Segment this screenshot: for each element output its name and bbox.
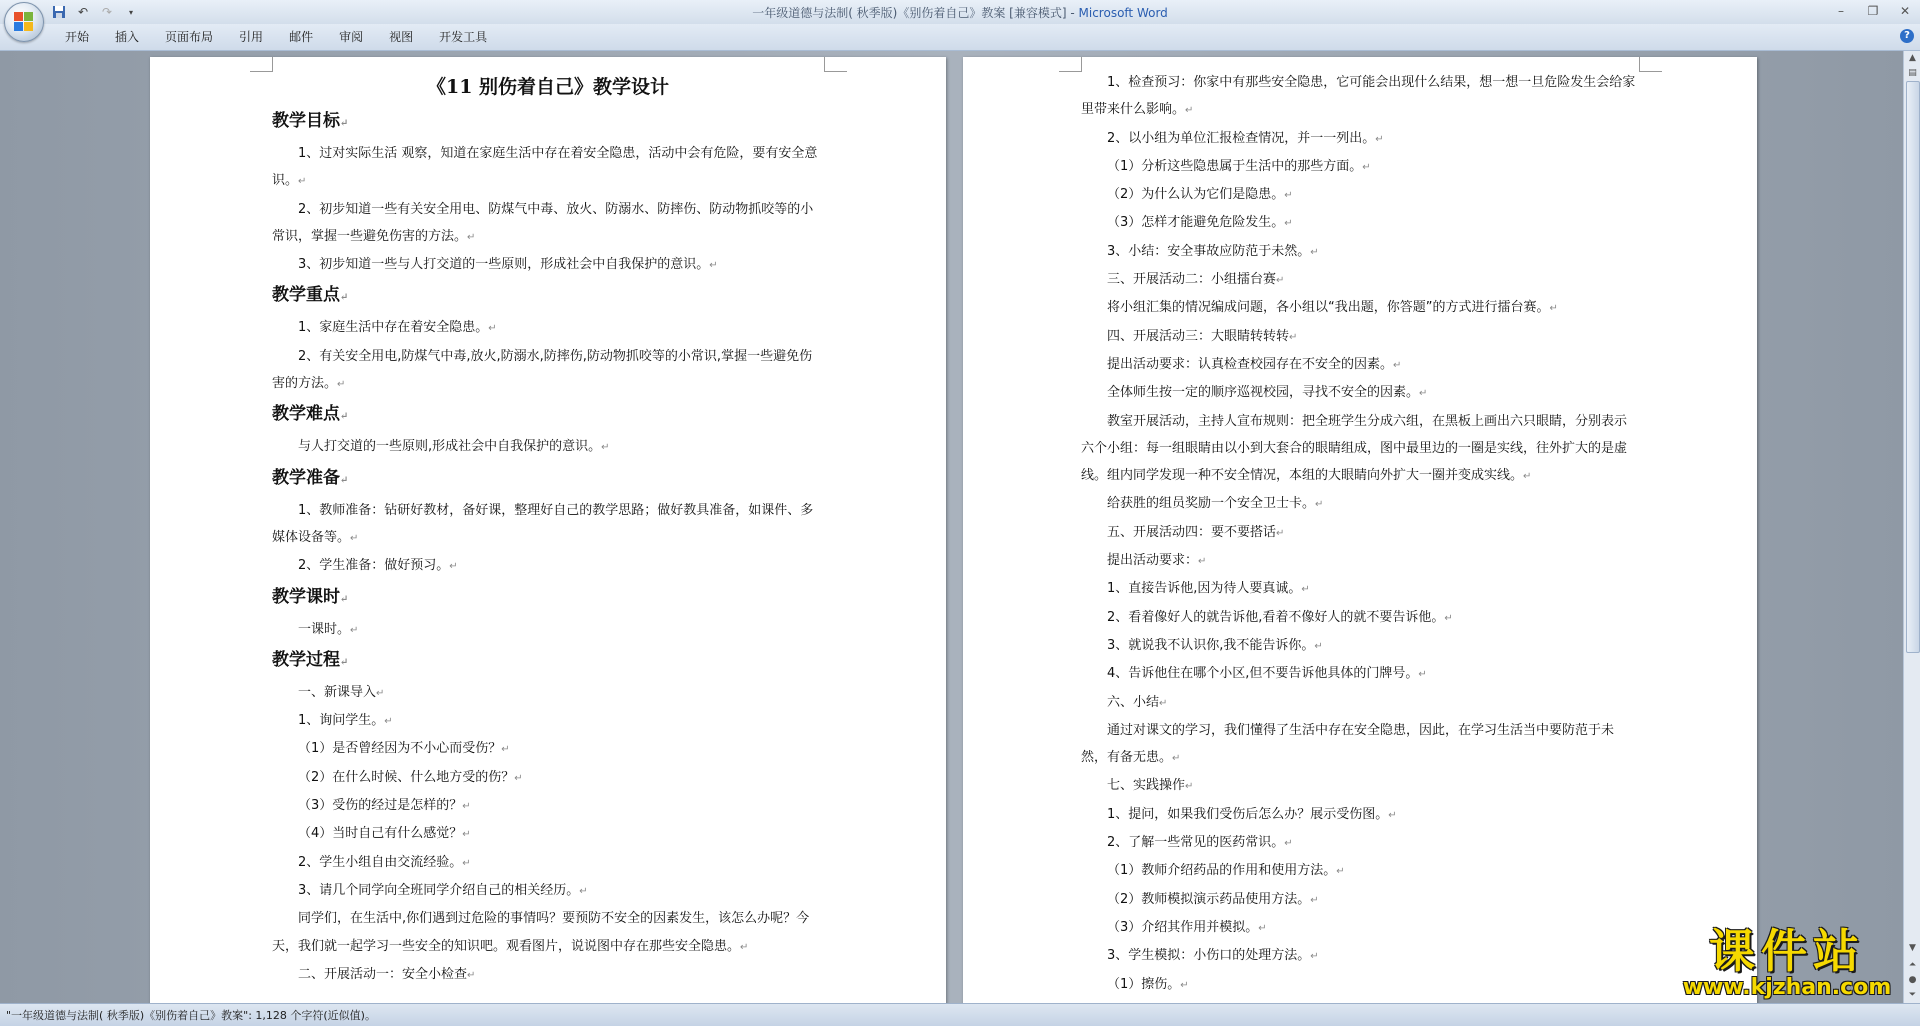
paragraph-text: 1、直接告诉他,因为待人要真诚。 bbox=[1107, 581, 1302, 597]
tab-developer[interactable]: 开发工具 bbox=[439, 30, 488, 44]
undo-icon[interactable]: ↶ bbox=[77, 5, 89, 19]
paragraph bbox=[1081, 604, 1639, 632]
paragraph-text: 五、开展活动四：要不要搭话 bbox=[1107, 524, 1277, 540]
tab-references[interactable]: 引用 bbox=[239, 30, 264, 44]
office-logo-icon bbox=[14, 12, 34, 32]
paragraph-text: 七、实践操作 bbox=[1107, 778, 1186, 794]
paragraph bbox=[1081, 379, 1639, 407]
redo-icon[interactable]: ↷ bbox=[101, 5, 113, 19]
paragraph bbox=[1081, 547, 1639, 575]
paragraph-text: 通过对课文的学习，我们懂得了生活中存在安全隐患，因此，在学习生活当中要防范于未然，有备无患。 bbox=[1081, 722, 1615, 766]
page-2-paragraphs bbox=[1081, 69, 1639, 999]
paragraph-mark-icon: ↵ bbox=[340, 474, 349, 486]
paragraph-text: 3、就说我不认识你,我不能告诉你。 bbox=[1107, 637, 1315, 653]
paragraph-mark-icon: ↵ bbox=[1258, 922, 1267, 934]
paragraph-text: （2）在什么时候、什么地方受的伤？ bbox=[298, 769, 515, 785]
paragraph bbox=[1081, 238, 1639, 266]
paragraph-mark-icon: ↵ bbox=[340, 656, 349, 668]
tab-insert[interactable]: 插入 bbox=[115, 30, 140, 44]
paragraph-mark-icon: ↵ bbox=[1284, 190, 1293, 202]
paragraph bbox=[272, 196, 824, 252]
paragraph-text: 全体师生按一定的顺序巡视校园，寻找不安全的因素。 bbox=[1107, 385, 1420, 401]
paragraph bbox=[1081, 689, 1639, 717]
paragraph bbox=[272, 497, 824, 553]
paragraph-mark-icon: ↵ bbox=[1284, 218, 1293, 230]
paragraph-mark-icon: ↵ bbox=[350, 624, 359, 636]
paragraph bbox=[272, 849, 824, 877]
paragraph-text: 2、学生小组自由交流经验。 bbox=[298, 854, 463, 870]
paragraph-mark-icon: ↵ bbox=[340, 593, 349, 605]
paragraph-mark-icon: ↵ bbox=[579, 885, 588, 897]
paragraph-text: 给获胜的组员奖励一个安全卫士卡。 bbox=[1107, 496, 1316, 512]
paragraph-mark-icon: ↵ bbox=[1388, 809, 1397, 821]
tab-review[interactable]: 审阅 bbox=[339, 30, 364, 44]
close-icon[interactable]: ✕ bbox=[1899, 4, 1911, 18]
paragraph-text: 与人打交道的一些原则,形成社会中自我保护的意识。 bbox=[298, 439, 602, 455]
paragraph-text: 提出活动要求： bbox=[1107, 553, 1199, 569]
paragraph-mark-icon: ↵ bbox=[1310, 951, 1319, 963]
tab-home[interactable]: 开始 bbox=[65, 30, 90, 44]
paragraph-mark-icon: ↵ bbox=[298, 176, 307, 188]
scroll-down-icon[interactable]: ▼ bbox=[1909, 943, 1916, 953]
paragraph-mark-icon: ↵ bbox=[462, 857, 471, 869]
paragraph-mark-icon: ↵ bbox=[1159, 697, 1168, 709]
paragraph bbox=[1081, 266, 1639, 294]
paragraph-mark-icon: ↵ bbox=[1315, 499, 1324, 511]
paragraph-text: 3、初步知道一些与人打交道的一些原则，形成社会中自我保护的意识。 bbox=[298, 257, 710, 273]
paragraph-mark-icon: ↵ bbox=[462, 829, 471, 841]
watermark-name: 课件站 bbox=[1709, 924, 1865, 978]
scroll-up-icon[interactable]: ▲ bbox=[1909, 53, 1916, 63]
status-bar bbox=[0, 1003, 1920, 1026]
paragraph-text: 1、检查预习：你家中有那些安全隐患，它可能会出现什么结果，想一想一旦危险发生会给家里带来什么影响。 bbox=[1081, 75, 1636, 118]
paragraph-mark-icon: ↵ bbox=[350, 532, 359, 544]
paragraph-mark-icon: ↵ bbox=[514, 772, 523, 784]
help-icon[interactable]: ? bbox=[1900, 29, 1914, 43]
paragraph-text: 1、教师准备：钻研好教材，备好课，整理好自己的教学思路；做好教具准备，如课件、多媒体设备等。 bbox=[272, 502, 814, 545]
ribbon-tabs bbox=[0, 24, 1920, 51]
paragraph bbox=[1081, 575, 1639, 603]
section-heading bbox=[272, 398, 824, 433]
page-1-paragraphs bbox=[272, 105, 824, 989]
page-2-content bbox=[1081, 69, 1639, 999]
paragraph-mark-icon: ↵ bbox=[1419, 388, 1428, 400]
paragraph-mark-icon: ↵ bbox=[1310, 894, 1319, 906]
paragraph-text: 1、过对实际生活 观察，知道在家庭生活中存在着安全隐患，活动中会有危险，要有安全意识。 bbox=[272, 146, 818, 189]
next-page-icon[interactable]: ⏷ bbox=[1908, 990, 1917, 1000]
paragraph-mark-icon: ↵ bbox=[709, 260, 718, 272]
paragraph-text: 一、新课导入 bbox=[298, 684, 377, 700]
paragraph-mark-icon: ↵ bbox=[340, 411, 349, 423]
paragraph-mark-icon: ↵ bbox=[467, 969, 476, 981]
paragraph-mark-icon: ↵ bbox=[449, 561, 458, 573]
window-title bbox=[0, 4, 1920, 21]
section-heading bbox=[272, 644, 824, 679]
paragraph bbox=[272, 905, 824, 961]
paragraph-mark-icon: ↵ bbox=[462, 801, 471, 813]
paragraph-mark-icon: ↵ bbox=[1336, 866, 1345, 878]
margin-corner-mark bbox=[1059, 57, 1082, 72]
paragraph bbox=[1081, 632, 1639, 660]
paragraph-text: 二、开展活动一：安全小检查 bbox=[298, 966, 468, 982]
paragraph-mark-icon: ↵ bbox=[1301, 584, 1310, 596]
watermark-logo bbox=[1672, 925, 1902, 1003]
maximize-icon[interactable]: ❐ bbox=[1867, 4, 1879, 18]
select-browse-object-icon[interactable]: ● bbox=[1908, 975, 1917, 985]
paragraph-mark-icon: ↵ bbox=[1523, 471, 1532, 483]
paragraph-text: 教学课时 bbox=[272, 586, 340, 607]
paragraph bbox=[1081, 408, 1639, 491]
paragraph bbox=[1081, 772, 1639, 800]
paragraph-text: （3）受伤的经过是怎样的？ bbox=[298, 798, 463, 814]
paragraph-text: 2、了解一些常见的医药常识。 bbox=[1107, 835, 1285, 851]
paragraph bbox=[1081, 829, 1639, 857]
paragraph bbox=[272, 820, 824, 848]
paragraph bbox=[1081, 801, 1639, 829]
tab-mailings[interactable]: 邮件 bbox=[289, 30, 314, 44]
paragraph-text: 3、学生模拟：小伤口的处理方法。 bbox=[1107, 948, 1311, 964]
margin-corner-mark bbox=[250, 57, 273, 72]
paragraph-text: 1、家庭生活中存在着安全隐患。 bbox=[298, 320, 489, 336]
tab-page-layout[interactable]: 页面布局 bbox=[165, 30, 214, 44]
margin-corner-mark bbox=[824, 57, 847, 72]
section-heading bbox=[272, 462, 824, 497]
document-title: 《11 别伤着自己》教学设计 bbox=[426, 76, 670, 98]
paragraph bbox=[1081, 971, 1639, 999]
paragraph-mark-icon: ↵ bbox=[1310, 246, 1319, 258]
paragraph bbox=[272, 679, 824, 707]
paragraph-text: （2）教师模拟演示药品使用方法。 bbox=[1107, 891, 1311, 907]
paragraph-text: （3）怎样才能避免危险发生。 bbox=[1107, 215, 1285, 231]
tab-view[interactable]: 视图 bbox=[389, 30, 414, 44]
paragraph bbox=[1081, 153, 1639, 181]
paragraph bbox=[272, 343, 824, 399]
paragraph-text: （3）介绍其作用并模拟。 bbox=[1107, 919, 1259, 935]
watermark-url: www.kjzhan.com bbox=[1682, 975, 1892, 1000]
paragraph-mark-icon: ↵ bbox=[488, 323, 497, 335]
paragraph-mark-icon: ↵ bbox=[384, 716, 393, 728]
margin-corner-mark bbox=[1639, 57, 1662, 72]
status-word-count[interactable]: "一年级道德与法制( 秋季版)《别伤着自己》教案": 1,128 个字符(近似值)。 bbox=[6, 1009, 376, 1022]
paragraph-mark-icon: ↵ bbox=[740, 941, 749, 953]
paragraph-text: 教学过程 bbox=[272, 649, 340, 670]
paragraph bbox=[1081, 519, 1639, 547]
paragraph-text: 教学重点 bbox=[272, 285, 340, 306]
paragraph-mark-icon: ↵ bbox=[376, 687, 385, 699]
paragraph-text: 教室开展活动，主持人宣布规则：把全班学生分成六组，在黑板上画出六只眼睛，分别表示六个小组：每一组眼睛由以小到大套合的眼睛组成，图中最里边的一圈是实线，往外扩大的是虚线。组内同学发现一种不安全情况，本组的大眼睛向外扩大一圈并变成实线。 bbox=[1081, 413, 1628, 484]
paragraph-mark-icon: ↵ bbox=[1185, 105, 1194, 117]
paragraph-text: 提出活动要求：认真检查校园存在不安全的因素。 bbox=[1107, 356, 1394, 372]
paragraph bbox=[272, 735, 824, 763]
paragraph bbox=[272, 251, 824, 279]
paragraph bbox=[1081, 717, 1639, 773]
paragraph-mark-icon: ↵ bbox=[601, 442, 610, 454]
paragraph bbox=[1081, 490, 1639, 518]
minimize-icon[interactable]: – bbox=[1838, 4, 1844, 18]
section-heading bbox=[272, 105, 824, 140]
paragraph bbox=[272, 616, 824, 644]
paragraph-text: （1）分析这些隐患属于生活中的那些方面。 bbox=[1107, 158, 1363, 174]
paragraph-mark-icon: ↵ bbox=[1276, 275, 1285, 287]
paragraph-text: 将小组汇集的情况编成问题，各小组以“我出题，你答题”的方式进行擂台赛。 bbox=[1107, 300, 1550, 316]
section-heading bbox=[272, 279, 824, 314]
title-bar bbox=[0, 0, 1920, 24]
previous-page-icon[interactable]: ⏶ bbox=[1908, 960, 1917, 970]
paragraph-mark-icon: ↵ bbox=[340, 118, 349, 129]
customize-qat-icon[interactable]: ▾ bbox=[128, 7, 133, 17]
paragraph-text: 1、提问，如果我们受伤后怎么办？展示受伤图。 bbox=[1107, 806, 1389, 822]
section-heading bbox=[272, 581, 824, 616]
paragraph bbox=[1081, 209, 1639, 237]
paragraph-mark-icon: ↵ bbox=[1172, 753, 1181, 765]
document-workspace bbox=[0, 51, 1903, 1003]
paragraph bbox=[272, 961, 824, 989]
paragraph-mark-icon: ↵ bbox=[1185, 781, 1194, 793]
paragraph-mark-icon: ↵ bbox=[1549, 303, 1558, 315]
paragraph-text: 2、以小组为单位汇报检查情况，并一一列出。 bbox=[1107, 130, 1376, 146]
paragraph-text: （1）是否曾经因为不小心而受伤？ bbox=[298, 741, 502, 757]
paragraph bbox=[1081, 942, 1639, 970]
paragraph-mark-icon: ↵ bbox=[1276, 527, 1285, 539]
window-title-app: Microsoft Word bbox=[1078, 6, 1168, 20]
paragraph bbox=[272, 140, 824, 196]
scroll-thumb[interactable] bbox=[1906, 81, 1920, 653]
paragraph bbox=[1081, 125, 1639, 153]
paragraph bbox=[272, 764, 824, 792]
paragraph bbox=[272, 552, 824, 580]
office-button[interactable] bbox=[4, 2, 44, 42]
paragraph-text: 2、看着像好人的就告诉他,看着不像好人的就不要告诉他。 bbox=[1107, 609, 1445, 625]
paragraph-text: 3、请几个同学向全班同学介绍自己的相关经历。 bbox=[298, 882, 580, 898]
paragraph-text: （2）为什么认为它们是隐患。 bbox=[1107, 187, 1285, 203]
paragraph bbox=[1081, 69, 1639, 125]
page-1-content bbox=[272, 69, 824, 989]
paragraph bbox=[1081, 914, 1639, 942]
paragraph-mark-icon: ↵ bbox=[1180, 979, 1189, 991]
paragraph-mark-icon: ↵ bbox=[337, 379, 346, 391]
paragraph-mark-icon: ↵ bbox=[1289, 331, 1298, 343]
paragraph-mark-icon: ↵ bbox=[1314, 640, 1323, 652]
paragraph bbox=[1081, 181, 1639, 209]
paragraph-mark-icon: ↵ bbox=[1418, 669, 1427, 681]
paragraph-text: 1、询问学生。 bbox=[298, 713, 385, 729]
paragraph-mark-icon: ↵ bbox=[1393, 359, 1402, 371]
paragraph bbox=[1081, 660, 1639, 688]
paragraph-mark-icon: ↵ bbox=[467, 231, 476, 243]
paragraph-text: 教学准备 bbox=[272, 467, 340, 488]
paragraph bbox=[1081, 351, 1639, 379]
document-page-1[interactable] bbox=[150, 57, 946, 1017]
vertical-scrollbar[interactable] bbox=[1903, 51, 1920, 1003]
paragraph-text: （4）当时自己有什么感觉？ bbox=[298, 826, 463, 842]
paragraph-text: 2、有关安全用电,防煤气中毒,放火,防溺水,防摔伤,防动物抓咬等的小常识,掌握一些避免伤害的方法。 bbox=[272, 348, 813, 392]
paragraph-text: 2、学生准备：做好预习。 bbox=[298, 558, 450, 574]
window-controls bbox=[1832, 2, 1914, 20]
paragraph-text: 教学目标 bbox=[272, 111, 340, 131]
paragraph-text: 三、开展活动二：小组擂台赛 bbox=[1107, 272, 1277, 288]
paragraph-text: 2、初步知道一些有关安全用电、防煤气中毒、放火、防溺水、防摔伤、防动物抓咬等的小常识，掌握一些避免伤害的方法。 bbox=[272, 201, 814, 244]
ruler-toggle-icon[interactable]: ▤ bbox=[1908, 68, 1917, 78]
paragraph-text: 教学难点 bbox=[272, 404, 340, 425]
paragraph-mark-icon: ↵ bbox=[340, 292, 349, 304]
paragraph-text: 4、告诉他住在哪个小区,但不要告诉他具体的门牌号。 bbox=[1107, 666, 1419, 682]
paragraph-text: 六、小结 bbox=[1107, 694, 1160, 710]
paragraph bbox=[1081, 323, 1639, 351]
paragraph bbox=[272, 707, 824, 735]
paragraph bbox=[272, 433, 824, 461]
paragraph bbox=[272, 877, 824, 905]
paragraph-text: （1）擦伤。 bbox=[1107, 976, 1181, 992]
paragraph-text: 一课时。 bbox=[298, 621, 351, 637]
paragraph-text: 同学们，在生活中,你们遇到过危险的事情吗？要预防不安全的因素发生，该怎么办呢？今天，我们就一起学习一些安全的知识吧。观看图片，说说图中存在那些安全隐患。 bbox=[272, 911, 810, 954]
document-page-2[interactable] bbox=[963, 57, 1757, 1017]
paragraph-mark-icon: ↵ bbox=[1362, 161, 1371, 173]
paragraph-text: 3、小结：安全事故应防范于未然。 bbox=[1107, 243, 1311, 259]
paragraph-mark-icon: ↵ bbox=[1375, 133, 1384, 145]
paragraph-mark-icon: ↵ bbox=[501, 744, 510, 756]
paragraph bbox=[272, 792, 824, 820]
paragraph-mark-icon: ↵ bbox=[1444, 612, 1453, 624]
window-title-doc: 一年级道德与法制( 秋季版)《别伤着自己》教案 [兼容模式] - bbox=[752, 6, 1079, 20]
paragraph bbox=[272, 314, 824, 342]
paragraph-text: （1）教师介绍药品的作用和使用方法。 bbox=[1107, 863, 1337, 879]
paragraph bbox=[1081, 857, 1639, 885]
paragraph-mark-icon: ↵ bbox=[1198, 556, 1207, 568]
paragraph-text: 四、开展活动三：大眼睛转转转 bbox=[1107, 328, 1290, 344]
paragraph bbox=[1081, 294, 1639, 322]
paragraph-mark-icon: ↵ bbox=[1284, 838, 1293, 850]
paragraph bbox=[1081, 886, 1639, 914]
